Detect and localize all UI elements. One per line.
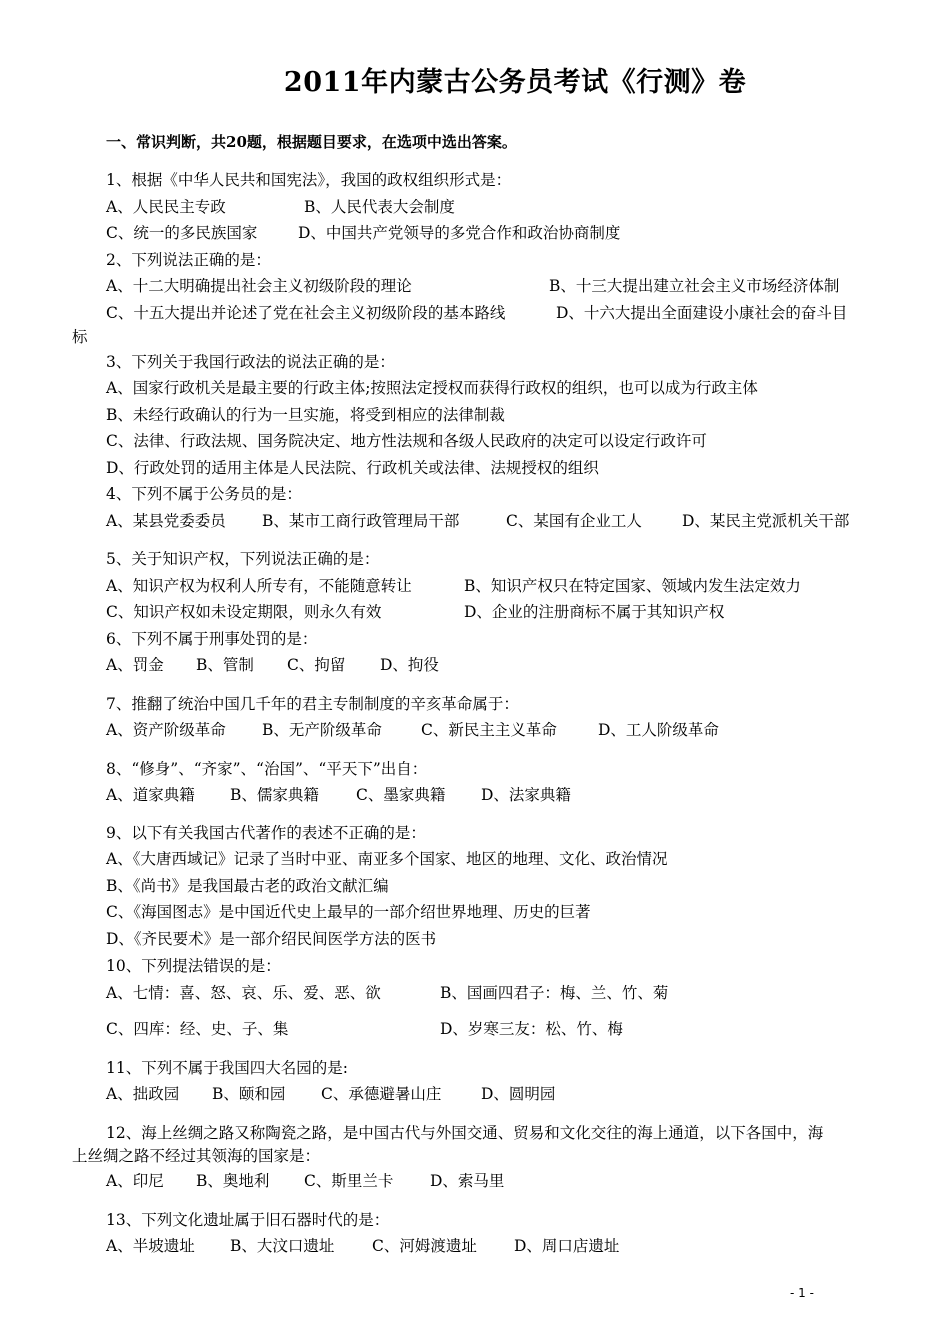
option-line: A、国家行政机关是最主要的行政主体;按照法定授权而获得行政权的组织，也可以成为行政主体 bbox=[106, 379, 758, 397]
option: B、奥地利 bbox=[196, 1172, 270, 1190]
option: A、人民民主专政 bbox=[106, 198, 226, 216]
option: D、企业的注册商标不属于其知识产权 bbox=[464, 603, 725, 621]
option: D、十六大提出全面建设小康社会的奋斗目 bbox=[556, 304, 848, 322]
option: A、道家典籍 bbox=[106, 786, 195, 804]
option: D、圆明园 bbox=[481, 1085, 556, 1103]
option: B、国画四君子：梅、兰、竹、菊 bbox=[440, 984, 669, 1002]
option: C、墨家典籍 bbox=[356, 786, 446, 804]
option: A、资产阶级革命 bbox=[106, 721, 226, 739]
option: C、承德避暑山庄 bbox=[321, 1085, 442, 1103]
option: B、十三大提出建立社会主义市场经济体制 bbox=[549, 277, 840, 295]
option: C、斯里兰卡 bbox=[304, 1172, 394, 1190]
page-number: - 1 - bbox=[790, 1286, 814, 1300]
option: D、岁寒三友：松、竹、梅 bbox=[440, 1020, 623, 1038]
document-title: 2011年内蒙古公务员考试《行测》卷 bbox=[283, 67, 747, 98]
option-line bbox=[106, 303, 848, 323]
question-stem: 5、关于知识产权，下列说法正确的是： bbox=[106, 550, 380, 568]
option: A、拙政园 bbox=[106, 1085, 180, 1103]
option: A、十二大明确提出社会主义初级阶段的理论 bbox=[106, 277, 412, 295]
question-stem: 13、下列文化遗址属于旧石器时代的是： bbox=[106, 1211, 390, 1229]
option: B、儒家典籍 bbox=[230, 786, 319, 804]
option: C、拘留 bbox=[287, 656, 346, 674]
option: C、十五大提出并论述了党在社会主义初级阶段的基本路线 bbox=[106, 304, 506, 322]
option: D、拘役 bbox=[380, 656, 439, 674]
question-stem-continuation: 上丝绸之路不经过其领海的国家是： bbox=[72, 1147, 321, 1165]
option: A、七情：喜、怒、哀、乐、爱、恶、欲 bbox=[106, 984, 381, 1002]
option: B、颐和园 bbox=[212, 1085, 286, 1103]
option: B、某市工商行政管理局干部 bbox=[262, 512, 460, 530]
option: D、周口店遗址 bbox=[514, 1237, 620, 1255]
option-line bbox=[106, 1236, 620, 1256]
option: B、无产阶级革命 bbox=[262, 721, 382, 739]
option: D、索马里 bbox=[430, 1172, 505, 1190]
option: A、印尼 bbox=[106, 1172, 164, 1190]
question-stem: 10、下列提法错误的是： bbox=[106, 957, 281, 975]
question-stem: 8、“修身”、“齐家”、“治国”、“平天下”出自： bbox=[106, 760, 428, 778]
option-line bbox=[106, 223, 621, 243]
option: B、大汶口遗址 bbox=[230, 1237, 335, 1255]
option: A、知识产权为权利人所专有，不能随意转让 bbox=[106, 577, 412, 595]
option-line bbox=[106, 785, 571, 805]
question-stem: 2、下列说法正确的是： bbox=[106, 251, 271, 269]
question-stem: 9、以下有关我国古代著作的表述不正确的是： bbox=[106, 824, 426, 842]
option: C、四库：经、史、子、集 bbox=[106, 1020, 289, 1038]
option-line bbox=[106, 983, 669, 1003]
option: A、某县党委委员 bbox=[106, 512, 226, 530]
option: C、统一的多民族国家 bbox=[106, 224, 258, 242]
option-line bbox=[106, 1019, 623, 1039]
question-stem: 11、下列不属于我国四大名园的是: bbox=[106, 1059, 348, 1077]
option: D、工人阶级革命 bbox=[598, 721, 719, 739]
section-heading: 一、常识判断，共20题，根据题目要求，在选项中选出答案。 bbox=[106, 133, 517, 151]
option-line bbox=[106, 1171, 505, 1191]
option: A、半坡遗址 bbox=[106, 1237, 195, 1255]
option-line: B、未经行政确认的行为一旦实施，将受到相应的法律制裁 bbox=[106, 406, 505, 424]
option-line: D、《齐民要术》是一部介绍民间医学方法的医书 bbox=[106, 930, 437, 948]
option: D、中国共产党领导的多党合作和政治协商制度 bbox=[298, 224, 621, 242]
option: B、知识产权只在特定国家、领域内发生法定效力 bbox=[464, 577, 801, 595]
option-line bbox=[106, 511, 850, 531]
option-line: A、《大唐西域记》记录了当时中亚、南亚多个国家、地区的地理、文化、政治情况 bbox=[106, 850, 668, 868]
question-stem: 6、下列不属于刑事处罚的是： bbox=[106, 630, 318, 648]
option-line bbox=[106, 655, 439, 675]
option-line bbox=[106, 602, 725, 622]
question-stem: 4、下列不属于公务员的是： bbox=[106, 485, 302, 503]
option: D、法家典籍 bbox=[481, 786, 571, 804]
option: B、人民代表大会制度 bbox=[304, 198, 455, 216]
option: B、管制 bbox=[196, 656, 254, 674]
question-stem: 3、下列关于我国行政法的说法正确的是： bbox=[106, 353, 395, 371]
option: C、新民主主义革命 bbox=[421, 721, 557, 739]
option: C、河姆渡遗址 bbox=[372, 1237, 477, 1255]
option-line: C、《海国图志》是中国近代史上最早的一部介绍世界地理、历史的巨著 bbox=[106, 903, 591, 921]
option-line: D、行政处罚的适用主体是人民法院、行政机关或法律、法规授权的组织 bbox=[106, 459, 599, 477]
option: A、罚金 bbox=[106, 656, 164, 674]
question-stem: 1、根据《中华人民共和国宪法》，我国的政权组织形式是： bbox=[106, 171, 512, 189]
option-line bbox=[106, 1084, 556, 1104]
option-continuation: 标 bbox=[72, 328, 88, 346]
question-stem: 7、推翻了统治中国几千年的君主专制制度的辛亥革命属于： bbox=[106, 695, 519, 713]
option-line bbox=[106, 720, 719, 740]
option: C、知识产权如未设定期限，则永久有效 bbox=[106, 603, 382, 621]
option-line: B、《尚书》是我国最古老的政治文献汇编 bbox=[106, 877, 389, 895]
question-stem: 12、海上丝绸之路又称陶瓷之路，是中国古代与外国交通、贸易和文化交往的海上通道，以下各国中，海 bbox=[106, 1124, 824, 1142]
option-line bbox=[106, 276, 840, 296]
option: C、某国有企业工人 bbox=[506, 512, 642, 530]
option-line bbox=[106, 576, 801, 596]
option: D、某民主党派机关干部 bbox=[682, 512, 850, 530]
option-line bbox=[106, 197, 455, 217]
option-line: C、法律、行政法规、国务院决定、地方性法规和各级人民政府的决定可以设定行政许可 bbox=[106, 432, 707, 450]
